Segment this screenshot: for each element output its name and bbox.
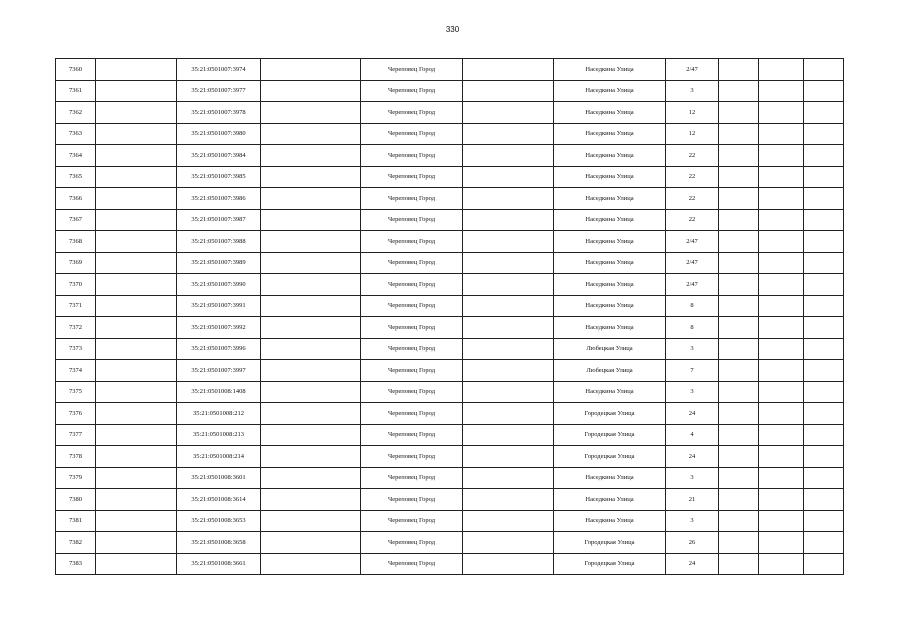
settlement-cell: Череповец Город: [361, 338, 463, 360]
empty-cell: [261, 145, 361, 167]
empty-cell: [719, 59, 759, 81]
row-number-cell: 7361: [56, 80, 96, 102]
settlement-cell: Череповец Город: [361, 381, 463, 403]
empty-cell: [96, 381, 177, 403]
empty-cell: [96, 295, 177, 317]
house-number-cell: 24: [666, 553, 719, 575]
cadastral-number-cell: 35:21:0501007:3996: [177, 338, 261, 360]
empty-cell: [261, 381, 361, 403]
row-number-cell: 7362: [56, 102, 96, 124]
cadastral-number-cell: 35:21:0501008:3601: [177, 467, 261, 489]
cadastral-number-cell: 35:21:0501007:3986: [177, 188, 261, 210]
empty-cell: [261, 59, 361, 81]
settlement-cell: Череповец Город: [361, 80, 463, 102]
empty-cell: [759, 80, 804, 102]
row-number-cell: 7363: [56, 123, 96, 145]
row-number-cell: 7370: [56, 274, 96, 296]
empty-cell: [804, 274, 844, 296]
empty-cell: [96, 80, 177, 102]
house-number-cell: 3: [666, 467, 719, 489]
row-number-cell: 7375: [56, 381, 96, 403]
empty-cell: [96, 317, 177, 339]
empty-cell: [96, 360, 177, 382]
empty-cell: [96, 532, 177, 554]
empty-cell: [719, 317, 759, 339]
table-row: [56, 381, 844, 403]
empty-cell: [463, 467, 554, 489]
empty-cell: [719, 166, 759, 188]
cadastral-number-cell: 35:21:0501008:3653: [177, 510, 261, 532]
empty-cell: [759, 123, 804, 145]
empty-cell: [719, 403, 759, 425]
street-cell: Любецкая Улица: [554, 338, 666, 360]
empty-cell: [463, 424, 554, 446]
empty-cell: [96, 424, 177, 446]
empty-cell: [804, 424, 844, 446]
table-row: [56, 274, 844, 296]
street-cell: Наседкина Улица: [554, 295, 666, 317]
empty-cell: [804, 59, 844, 81]
empty-cell: [96, 338, 177, 360]
house-number-cell: 3: [666, 338, 719, 360]
house-number-cell: 21: [666, 489, 719, 511]
empty-cell: [463, 59, 554, 81]
house-number-cell: 4: [666, 424, 719, 446]
empty-cell: [261, 553, 361, 575]
table-row: [56, 295, 844, 317]
settlement-cell: Череповец Город: [361, 188, 463, 210]
street-cell: Наседкина Улица: [554, 145, 666, 167]
empty-cell: [719, 446, 759, 468]
empty-cell: [261, 446, 361, 468]
table-row: [56, 317, 844, 339]
house-number-cell: 2/47: [666, 274, 719, 296]
empty-cell: [463, 166, 554, 188]
table-row: [56, 59, 844, 81]
cadastral-number-cell: 35:21:0501007:3977: [177, 80, 261, 102]
empty-cell: [759, 166, 804, 188]
cadastral-number-cell: 35:21:0501007:3990: [177, 274, 261, 296]
empty-cell: [719, 338, 759, 360]
street-cell: Городецкая Улица: [554, 532, 666, 554]
empty-cell: [719, 252, 759, 274]
house-number-cell: 7: [666, 360, 719, 382]
table-row: [56, 360, 844, 382]
cadastral-number-cell: 35:21:0501007:3992: [177, 317, 261, 339]
settlement-cell: Череповец Город: [361, 123, 463, 145]
empty-cell: [759, 59, 804, 81]
row-number-cell: 7366: [56, 188, 96, 210]
house-number-cell: 22: [666, 145, 719, 167]
empty-cell: [804, 360, 844, 382]
house-number-cell: 8: [666, 295, 719, 317]
empty-cell: [463, 209, 554, 231]
empty-cell: [759, 102, 804, 124]
row-number-cell: 7381: [56, 510, 96, 532]
table-row: [56, 489, 844, 511]
empty-cell: [463, 252, 554, 274]
empty-cell: [804, 252, 844, 274]
empty-cell: [463, 553, 554, 575]
empty-cell: [463, 123, 554, 145]
street-cell: Наседкина Улица: [554, 317, 666, 339]
empty-cell: [719, 123, 759, 145]
empty-cell: [804, 231, 844, 253]
house-number-cell: 2/47: [666, 231, 719, 253]
settlement-cell: Череповец Город: [361, 360, 463, 382]
table-row: [56, 510, 844, 532]
empty-cell: [759, 553, 804, 575]
empty-cell: [804, 510, 844, 532]
table-row: [56, 553, 844, 575]
row-number-cell: 7382: [56, 532, 96, 554]
table-row: [56, 102, 844, 124]
table-row: [56, 166, 844, 188]
cadastral-number-cell: 35:21:0501007:3989: [177, 252, 261, 274]
row-number-cell: 7379: [56, 467, 96, 489]
cadastral-number-cell: 35:21:0501008:213: [177, 424, 261, 446]
cadastral-number-cell: 35:21:0501008:214: [177, 446, 261, 468]
empty-cell: [719, 553, 759, 575]
empty-cell: [463, 489, 554, 511]
empty-cell: [96, 510, 177, 532]
empty-cell: [719, 489, 759, 511]
table-row: [56, 403, 844, 425]
table-row: [56, 446, 844, 468]
empty-cell: [759, 145, 804, 167]
row-number-cell: 7369: [56, 252, 96, 274]
empty-cell: [261, 510, 361, 532]
empty-cell: [261, 209, 361, 231]
cadastral-number-cell: 35:21:0501007:3997: [177, 360, 261, 382]
empty-cell: [463, 145, 554, 167]
page-number: 330: [445, 25, 460, 34]
row-number-cell: 7380: [56, 489, 96, 511]
empty-cell: [261, 274, 361, 296]
empty-cell: [719, 532, 759, 554]
empty-cell: [463, 295, 554, 317]
empty-cell: [719, 360, 759, 382]
empty-cell: [96, 403, 177, 425]
settlement-cell: Череповец Город: [361, 489, 463, 511]
street-cell: Любецкая Улица: [554, 360, 666, 382]
empty-cell: [759, 403, 804, 425]
empty-cell: [719, 209, 759, 231]
empty-cell: [804, 123, 844, 145]
empty-cell: [463, 231, 554, 253]
empty-cell: [463, 317, 554, 339]
street-cell: Наседкина Улица: [554, 381, 666, 403]
cadastral-number-cell: 35:21:0501008:212: [177, 403, 261, 425]
empty-cell: [463, 102, 554, 124]
house-number-cell: 8: [666, 317, 719, 339]
empty-cell: [261, 467, 361, 489]
empty-cell: [759, 188, 804, 210]
empty-cell: [96, 209, 177, 231]
street-cell: Наседкина Улица: [554, 188, 666, 210]
empty-cell: [759, 231, 804, 253]
empty-cell: [463, 446, 554, 468]
empty-cell: [719, 510, 759, 532]
house-number-cell: 12: [666, 123, 719, 145]
table-row: [56, 188, 844, 210]
house-number-cell: 2/47: [666, 59, 719, 81]
empty-cell: [759, 510, 804, 532]
empty-cell: [804, 532, 844, 554]
street-cell: Наседкина Улица: [554, 102, 666, 124]
row-number-cell: 7360: [56, 59, 96, 81]
empty-cell: [463, 510, 554, 532]
house-number-cell: 3: [666, 80, 719, 102]
empty-cell: [804, 553, 844, 575]
empty-cell: [719, 231, 759, 253]
empty-cell: [804, 188, 844, 210]
empty-cell: [261, 360, 361, 382]
settlement-cell: Череповец Город: [361, 295, 463, 317]
row-number-cell: 7371: [56, 295, 96, 317]
empty-cell: [804, 295, 844, 317]
empty-cell: [463, 338, 554, 360]
empty-cell: [96, 553, 177, 575]
street-cell: Городецкая Улица: [554, 446, 666, 468]
empty-cell: [804, 145, 844, 167]
settlement-cell: Череповец Город: [361, 209, 463, 231]
row-number-cell: 7365: [56, 166, 96, 188]
empty-cell: [96, 231, 177, 253]
empty-cell: [463, 403, 554, 425]
empty-cell: [96, 489, 177, 511]
settlement-cell: Череповец Город: [361, 424, 463, 446]
settlement-cell: Череповец Город: [361, 317, 463, 339]
empty-cell: [719, 102, 759, 124]
empty-cell: [96, 252, 177, 274]
settlement-cell: Череповец Город: [361, 252, 463, 274]
empty-cell: [719, 80, 759, 102]
empty-cell: [261, 231, 361, 253]
empty-cell: [759, 252, 804, 274]
table-row: [56, 338, 844, 360]
table-row: [56, 424, 844, 446]
settlement-cell: Череповец Город: [361, 274, 463, 296]
house-number-cell: 2/47: [666, 252, 719, 274]
house-number-cell: 22: [666, 188, 719, 210]
empty-cell: [96, 188, 177, 210]
table-row: [56, 467, 844, 489]
street-cell: Наседкина Улица: [554, 467, 666, 489]
empty-cell: [261, 317, 361, 339]
empty-cell: [96, 145, 177, 167]
house-number-cell: 3: [666, 381, 719, 403]
table-row: [56, 145, 844, 167]
cadastral-number-cell: 35:21:0501007:3984: [177, 145, 261, 167]
cadastral-number-cell: 35:21:0501008:3658: [177, 532, 261, 554]
empty-cell: [759, 295, 804, 317]
row-number-cell: 7372: [56, 317, 96, 339]
table-row: [56, 123, 844, 145]
table-row: [56, 209, 844, 231]
empty-cell: [261, 80, 361, 102]
empty-cell: [804, 317, 844, 339]
empty-cell: [261, 252, 361, 274]
row-number-cell: 7378: [56, 446, 96, 468]
registry-table: [55, 58, 844, 575]
row-number-cell: 7364: [56, 145, 96, 167]
street-cell: Наседкина Улица: [554, 209, 666, 231]
empty-cell: [759, 446, 804, 468]
row-number-cell: 7373: [56, 338, 96, 360]
cadastral-number-cell: 35:21:0501007:3987: [177, 209, 261, 231]
cadastral-number-cell: 35:21:0501007:3985: [177, 166, 261, 188]
empty-cell: [463, 532, 554, 554]
empty-cell: [804, 166, 844, 188]
empty-cell: [759, 317, 804, 339]
empty-cell: [759, 360, 804, 382]
house-number-cell: 22: [666, 209, 719, 231]
table-row: [56, 231, 844, 253]
table-body: [56, 59, 844, 575]
cadastral-number-cell: 35:21:0501007:3988: [177, 231, 261, 253]
empty-cell: [759, 274, 804, 296]
row-number-cell: 7376: [56, 403, 96, 425]
empty-cell: [261, 123, 361, 145]
empty-cell: [96, 59, 177, 81]
empty-cell: [96, 467, 177, 489]
empty-cell: [804, 338, 844, 360]
empty-cell: [261, 403, 361, 425]
empty-cell: [759, 532, 804, 554]
house-number-cell: 24: [666, 446, 719, 468]
empty-cell: [719, 424, 759, 446]
cadastral-number-cell: 35:21:0501007:3978: [177, 102, 261, 124]
empty-cell: [261, 338, 361, 360]
row-number-cell: 7374: [56, 360, 96, 382]
cadastral-number-cell: 35:21:0501007:3980: [177, 123, 261, 145]
empty-cell: [261, 166, 361, 188]
street-cell: Наседкина Улица: [554, 123, 666, 145]
settlement-cell: Череповец Город: [361, 231, 463, 253]
settlement-cell: Череповец Город: [361, 102, 463, 124]
street-cell: Наседкина Улица: [554, 59, 666, 81]
settlement-cell: Череповец Город: [361, 446, 463, 468]
empty-cell: [759, 338, 804, 360]
empty-cell: [96, 102, 177, 124]
table-row: [56, 80, 844, 102]
empty-cell: [719, 381, 759, 403]
empty-cell: [261, 188, 361, 210]
cadastral-number-cell: 35:21:0501008:1408: [177, 381, 261, 403]
row-number-cell: 7377: [56, 424, 96, 446]
empty-cell: [261, 102, 361, 124]
empty-cell: [804, 489, 844, 511]
empty-cell: [96, 166, 177, 188]
empty-cell: [96, 123, 177, 145]
street-cell: Городецкая Улица: [554, 403, 666, 425]
empty-cell: [719, 274, 759, 296]
table-row: [56, 532, 844, 554]
empty-cell: [463, 274, 554, 296]
settlement-cell: Череповец Город: [361, 166, 463, 188]
empty-cell: [804, 80, 844, 102]
empty-cell: [463, 360, 554, 382]
house-number-cell: 3: [666, 510, 719, 532]
empty-cell: [759, 489, 804, 511]
empty-cell: [804, 102, 844, 124]
cadastral-number-cell: 35:21:0501007:3991: [177, 295, 261, 317]
empty-cell: [719, 467, 759, 489]
empty-cell: [96, 446, 177, 468]
street-cell: Наседкина Улица: [554, 489, 666, 511]
settlement-cell: Череповец Город: [361, 403, 463, 425]
row-number-cell: 7383: [56, 553, 96, 575]
row-number-cell: 7368: [56, 231, 96, 253]
empty-cell: [261, 489, 361, 511]
settlement-cell: Череповец Город: [361, 145, 463, 167]
settlement-cell: Череповец Город: [361, 532, 463, 554]
settlement-cell: Череповец Город: [361, 553, 463, 575]
empty-cell: [759, 424, 804, 446]
house-number-cell: 22: [666, 166, 719, 188]
empty-cell: [804, 381, 844, 403]
street-cell: Наседкина Улица: [554, 510, 666, 532]
empty-cell: [463, 188, 554, 210]
empty-cell: [463, 381, 554, 403]
empty-cell: [759, 209, 804, 231]
empty-cell: [719, 188, 759, 210]
settlement-cell: Череповец Город: [361, 59, 463, 81]
empty-cell: [261, 424, 361, 446]
cadastral-number-cell: 35:21:0501008:3661: [177, 553, 261, 575]
street-cell: Наседкина Улица: [554, 231, 666, 253]
row-number-cell: 7367: [56, 209, 96, 231]
cadastral-number-cell: 35:21:0501007:3974: [177, 59, 261, 81]
settlement-cell: Череповец Город: [361, 467, 463, 489]
house-number-cell: 24: [666, 403, 719, 425]
empty-cell: [261, 295, 361, 317]
empty-cell: [719, 145, 759, 167]
empty-cell: [261, 532, 361, 554]
empty-cell: [759, 467, 804, 489]
settlement-cell: Череповец Город: [361, 510, 463, 532]
street-cell: Наседкина Улица: [554, 166, 666, 188]
street-cell: Наседкина Улица: [554, 80, 666, 102]
empty-cell: [759, 381, 804, 403]
empty-cell: [804, 209, 844, 231]
empty-cell: [804, 467, 844, 489]
house-number-cell: 12: [666, 102, 719, 124]
table-row: [56, 252, 844, 274]
empty-cell: [804, 446, 844, 468]
cadastral-number-cell: 35:21:0501008:3614: [177, 489, 261, 511]
street-cell: Наседкина Улица: [554, 274, 666, 296]
street-cell: Наседкина Улица: [554, 252, 666, 274]
empty-cell: [804, 403, 844, 425]
street-cell: Городецкая Улица: [554, 424, 666, 446]
empty-cell: [719, 295, 759, 317]
house-number-cell: 26: [666, 532, 719, 554]
empty-cell: [96, 274, 177, 296]
empty-cell: [463, 80, 554, 102]
street-cell: Городецкая Улица: [554, 553, 666, 575]
